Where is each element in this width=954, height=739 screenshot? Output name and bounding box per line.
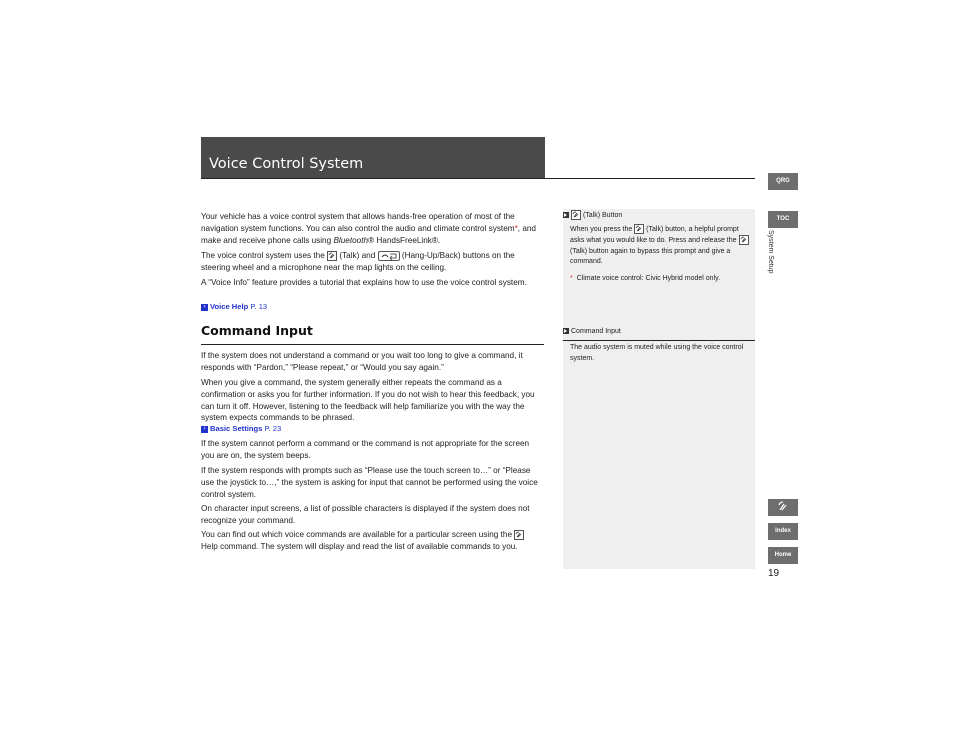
talk-icon bbox=[327, 251, 337, 261]
buttons-paragraph bbox=[201, 250, 543, 274]
paragraph-help bbox=[201, 529, 543, 553]
paragraph-beeps bbox=[201, 438, 543, 462]
home-tab[interactable]: Home bbox=[768, 547, 798, 564]
bluetooth-text: Bluetooth bbox=[333, 235, 369, 245]
page-title: Voice Control System bbox=[209, 156, 364, 172]
side-note-talk bbox=[570, 224, 750, 268]
basic-settings-page: P. 23 bbox=[264, 424, 282, 433]
intro-text-b: , and make and receive phone calls using bbox=[201, 223, 536, 245]
talk-button-heading: (Talk) Button bbox=[582, 211, 623, 219]
qrg-tab[interactable]: QRG bbox=[768, 173, 798, 190]
section-header bbox=[201, 137, 545, 178]
voice-info-text: A “Voice Info” feature provides a tutorial that explains how to use the voice control system. bbox=[201, 278, 527, 287]
side-heading-command bbox=[563, 328, 621, 335]
header-rule bbox=[201, 178, 755, 179]
link-arrow-icon: › bbox=[201, 426, 208, 433]
page-number: 19 bbox=[768, 568, 780, 579]
side-text-b: (Talk) button, a helpful prompt asks what you would like to do. Press and release the bbox=[570, 225, 739, 245]
section-rule bbox=[201, 344, 544, 345]
section-title: Command Input bbox=[201, 323, 313, 338]
toc-tab[interactable]: TOC bbox=[768, 211, 798, 228]
index-tab[interactable]: Index bbox=[768, 523, 798, 540]
paragraph-prompts bbox=[201, 465, 543, 500]
help-text-b: Help command. The system will display and read the list of available commands to you. bbox=[201, 541, 518, 551]
command-input-heading: Command Input bbox=[571, 328, 621, 335]
intro-text-a: Your vehicle has a voice control system that allows hands-free operation of most of the navigation system functions. You can also control the audio and climate control system bbox=[201, 212, 515, 233]
feedback-text: When you give a command, the system generally either repeats the command as a confirmation or asks you for further information. If you do not wish to hear this feedback, you can turn it off. However, listening to the feedback will help familiarize you with the way the system expects commands to be phrased. bbox=[201, 378, 535, 423]
voice-help-link[interactable] bbox=[201, 301, 543, 312]
side-rule bbox=[563, 340, 755, 341]
voice-help-label: Voice Help bbox=[210, 302, 249, 311]
buttons-text-c: (Hang-Up/Back) buttons on the steering wheel and a microphone near the map lights on the ceiling. bbox=[201, 251, 515, 272]
asterisk: * bbox=[514, 223, 518, 233]
voice-help-page: P. 13 bbox=[250, 302, 268, 311]
talk-icon bbox=[777, 501, 789, 513]
voice-info-paragraph bbox=[201, 277, 543, 289]
climate-note bbox=[570, 274, 750, 285]
characters-text: On character input screens, a list of possible characters is displayed if the system does not recognize your command. bbox=[201, 504, 530, 525]
buttons-text-a: The voice control system uses the bbox=[201, 251, 325, 260]
side-heading-talk bbox=[563, 210, 622, 220]
talk-icon bbox=[571, 210, 581, 220]
paragraph-characters bbox=[201, 503, 543, 527]
pardon-text: If the system does not understand a command or you wait too long to give a command, it responds with “Pardon,” “Please repeat,” or “Would you say again.” bbox=[201, 351, 523, 372]
intro-paragraph bbox=[201, 211, 543, 246]
side-note-command bbox=[570, 343, 750, 364]
climate-note-text: Climate voice control: Civic Hybrid model only. bbox=[576, 275, 721, 282]
muted-note-text: The audio system is muted while using the voice control system. bbox=[570, 344, 744, 362]
paragraph-pardon bbox=[201, 350, 543, 374]
hang-up-back-icon bbox=[378, 251, 400, 261]
talk-icon bbox=[514, 530, 524, 540]
side-text-a: When you press the bbox=[570, 225, 633, 233]
paragraph-feedback bbox=[201, 377, 543, 424]
talk-icon bbox=[634, 224, 644, 234]
voice-tab[interactable] bbox=[768, 499, 798, 516]
buttons-text-b: (Talk) and bbox=[339, 251, 376, 260]
note-arrow-icon bbox=[563, 328, 569, 334]
basic-settings-label: Basic Settings bbox=[210, 424, 263, 433]
asterisk: * bbox=[570, 275, 573, 282]
note-arrow-icon bbox=[563, 212, 569, 218]
side-text-c: (Talk) button again to bypass this prompt and give a command. bbox=[570, 247, 731, 266]
basic-settings-link[interactable] bbox=[201, 423, 543, 434]
link-arrow-icon: › bbox=[201, 304, 208, 311]
beeps-text: If the system cannot perform a command or the command is not appropriate for the screen you are on, the system beeps. bbox=[201, 439, 530, 460]
talk-icon bbox=[739, 235, 749, 245]
intro-text-c: ® HandsFreeLink®. bbox=[368, 235, 441, 245]
help-text-a: You can find out which voice commands are available for a particular screen using the bbox=[201, 530, 512, 539]
prompts-text: If the system responds with prompts such as “Please use the touch screen to…” or “Please use the joystick to…,” the system is asking for input that cannot be performed using the voice control system. bbox=[201, 466, 538, 499]
section-label: System Setup bbox=[767, 230, 774, 274]
